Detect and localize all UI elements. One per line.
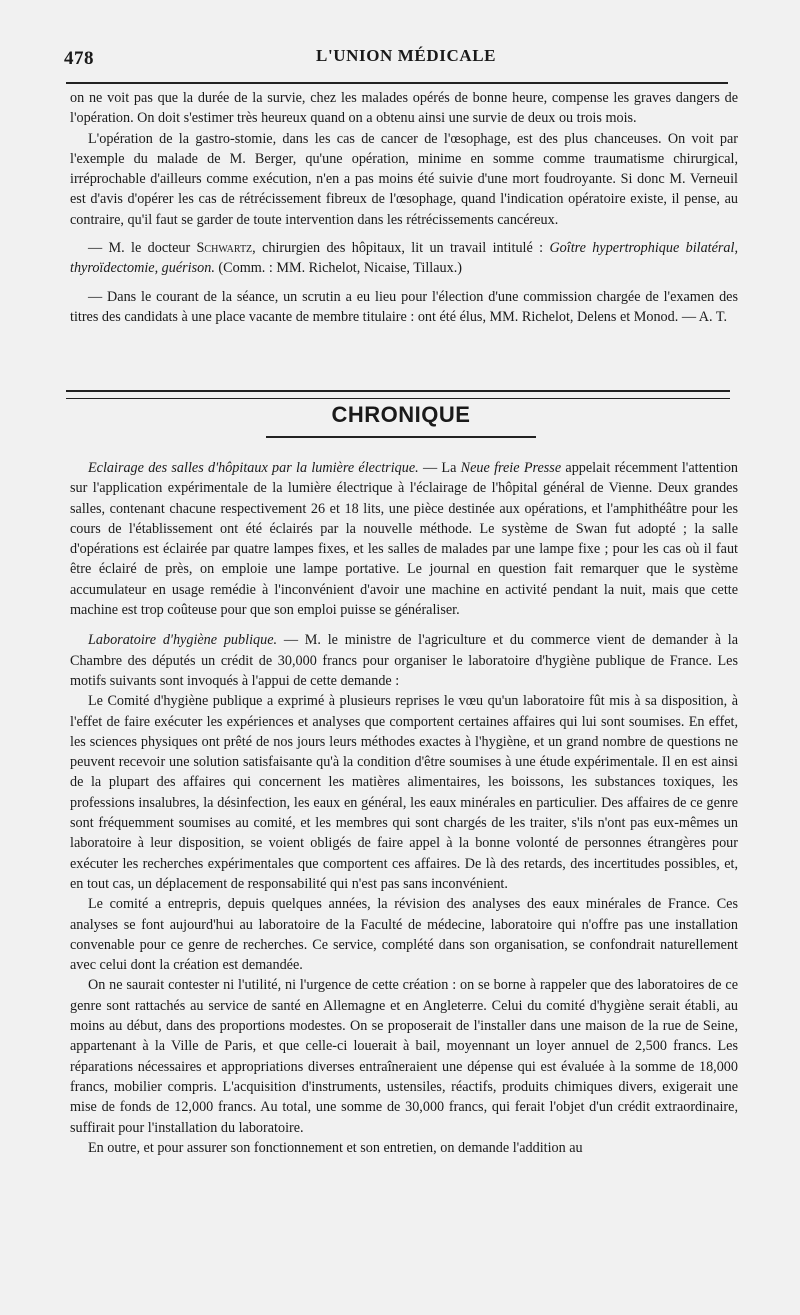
page-header bbox=[64, 44, 724, 70]
paragraph-outre: En outre, et pour assurer son fonctionnement et son entretien, on demande l'addition au bbox=[88, 1139, 583, 1156]
paragraph-gastrostomie: L'opération de la gastro-stomie, dans les cas de cancer de l'œsophage, est des plus chanceuses. On voit par l'exemple du malade de M. Berger, qu'une opération, minime en somme comme traumatisme chirurgical, irréprochable d'ailleurs comme exécution, n'en a pas moins été suivie d'une mort foudroyante. Si donc M. Verneuil est d'avis d'opérer les cas de rétrécissement fibreux de l'œsophage, quand l'indication opératoire existe, il pense, au contraire, qu'il faut se garder de toute intervention dans les rétrécissements cancéreux. bbox=[70, 130, 738, 228]
chronique-section bbox=[70, 458, 738, 1158]
article-laboratoire: Laboratoire d'hygiène publique. — M. le ministre de l'agriculture et du commerce vient de demander à la Chambre des députés un crédit de 30,000 francs pour organiser le laboratoire d'hygiène publique de France. Les motifs suivants sont invoqués à l'appui de cette demande : bbox=[70, 632, 739, 689]
newspaper-name: Neue freie Presse bbox=[460, 460, 562, 476]
paragraph-revision: Le comité a entrepris, depuis quelques années, la révision des analyses des eaux minérales de France. Ces analyses se font aujourd'hui au laboratoire de la Faculté de médecine, laboratoire qui n'offre pas une installation convenable pour ce genre de recherches. Ce service, complété dans son organisation, se confondrait naturellement avec celui dont la création est demandée. bbox=[70, 896, 738, 974]
top-section bbox=[70, 88, 738, 327]
header-rule bbox=[66, 82, 728, 84]
paragraph-comite: Le Comité d'hygiène publique a exprimé à plusieurs reprises le vœu qu'un laboratoire fût mis à sa disposition, à l'effet de faire exécuter les expériences et analyses que comportent certaines affaires qui lui sont soumises. En effet, les sciences physiques ont prêté de nos jours leurs méthodes exactes à l'hygiène, et un grand nombre de questions ne peuvent recevoir une solution satisfaisante qu'à la condition d'être soumises à une étude expérimentale. Il en est ainsi de la plupart des affaires qui concernent les matières alimentaires, les boissons, les substances toxiques, les professions insalubres, la désinfection, les eaux en général, les eaux minérales en particulier. Des affaires de ce genre sont fréquemment soumises au comité, et les membres qui sont chargés de les traiter, s'ils n'ont pas eux-mêmes un laboratoire à leur disposition, se voient obligés de faire appel à la bonne volonté de personnes étrangères pour exécuter les recherches expérimentales que comportent ces affaires. De là des retards, des incertitudes possibles, et, en tout cas, un déplacement de responsabilité qui n'est pas sans inconvénient. bbox=[70, 693, 738, 892]
paragraph-contester: On ne saurait contester ni l'utilité, ni l'urgence de cette création : on se borne à rappeler que des laboratoires de ce genre sont rattachés au service de santé en Allemagne et en Angleterre. Celui du comité d'hygiène serait établi, au moins au début, dans des proportions modestes. On se proposerait de l'installer dans une maison de la rue de Seine, appartenant à la Ville de Paris, et que celle-ci louerait à bail, moyennant un loyer annuel de 2,500 francs. Les réparations nécessaires et appropriations diverses entraîneraient une dépense qui est évaluée à la somme de 18,000 francs, mobilier compris. L'acquisition d'instruments, ustensiles, réactifs, produits chimiques divers, exigerait une mise de fonds de 12,000 francs. Au total, une somme de 30,000 francs, qui ferait l'objet d'un crédit extraordinaire, suffirait pour l'installation du laboratoire. bbox=[70, 977, 738, 1136]
paragraph-continuation: on ne voit pas que la durée de la survie, chez les malades opérés de bonne heure, compense les graves dangers de l'opération. On doit s'estimer très heureux quand on a obtenu ainsi une survie de deux ou trois mois. bbox=[70, 90, 738, 127]
article-heading: Eclairage des salles d'hôpitaux par la lumière électrique. bbox=[88, 460, 419, 476]
author-name: Schwartz bbox=[196, 240, 253, 257]
section-title-underline bbox=[266, 436, 536, 438]
page-number: 478 bbox=[64, 48, 94, 69]
running-title: L'UNION MÉDICALE bbox=[316, 46, 497, 65]
paragraph-scrutin: — Dans le courant de la séance, un scrutin a eu lieu pour l'élection d'une commission chargée de l'examen des titres des candidats à une place vacante de membre titulaire : ont été élus, MM. Richelot, Delens et Monod. — A. T. bbox=[70, 288, 738, 325]
section-title: CHRONIQUE bbox=[331, 402, 471, 427]
section-divider bbox=[66, 390, 730, 399]
article-heading: Laboratoire d'hygiène publique. bbox=[88, 632, 278, 649]
communication-title: Goître hypertrophique bilatéral, thyroïdectomie, guérison. bbox=[70, 240, 739, 277]
paragraph-schwartz: — M. le docteur Schwartz, chirurgien des hôpitaux, lit un travail intitulé : Goître hypertrophique bilatéral, thyroïdectomie, guérison. (Comm. : MM. Richelot, Nicaise, Tillaux.) bbox=[70, 240, 739, 277]
article-eclairage: Eclairage des salles d'hôpitaux par la lumière électrique. — La Neue freie Presse appelait récemment l'attention sur l'application expérimentale de la lumière électrique à l'éclairage de l'hôpital général de Vienne. Deux grandes salles, contenant chacune respectivement 26 et 18 lits, une pièce destinée aux opérations, et l'amphithéâtre pour les cours de l'établissement ont été éclairés par la nouvelle méthode. Le système de Swan fut adopté ; la salle d'opérations est éclairée par quatre lampes fixes, et les salles de malades par une lampe fixe ; pour les cas où il faut être éclairé de près, on emploie une lampe portative. Le journal en question fait remarquer que le système accumulateur en usage remédie à l'inconvénient d'avoir une machine en activité pendant la nuit, mais que cette machine est trop coûteuse pour que son emploi puisse se généraliser. bbox=[70, 460, 739, 619]
